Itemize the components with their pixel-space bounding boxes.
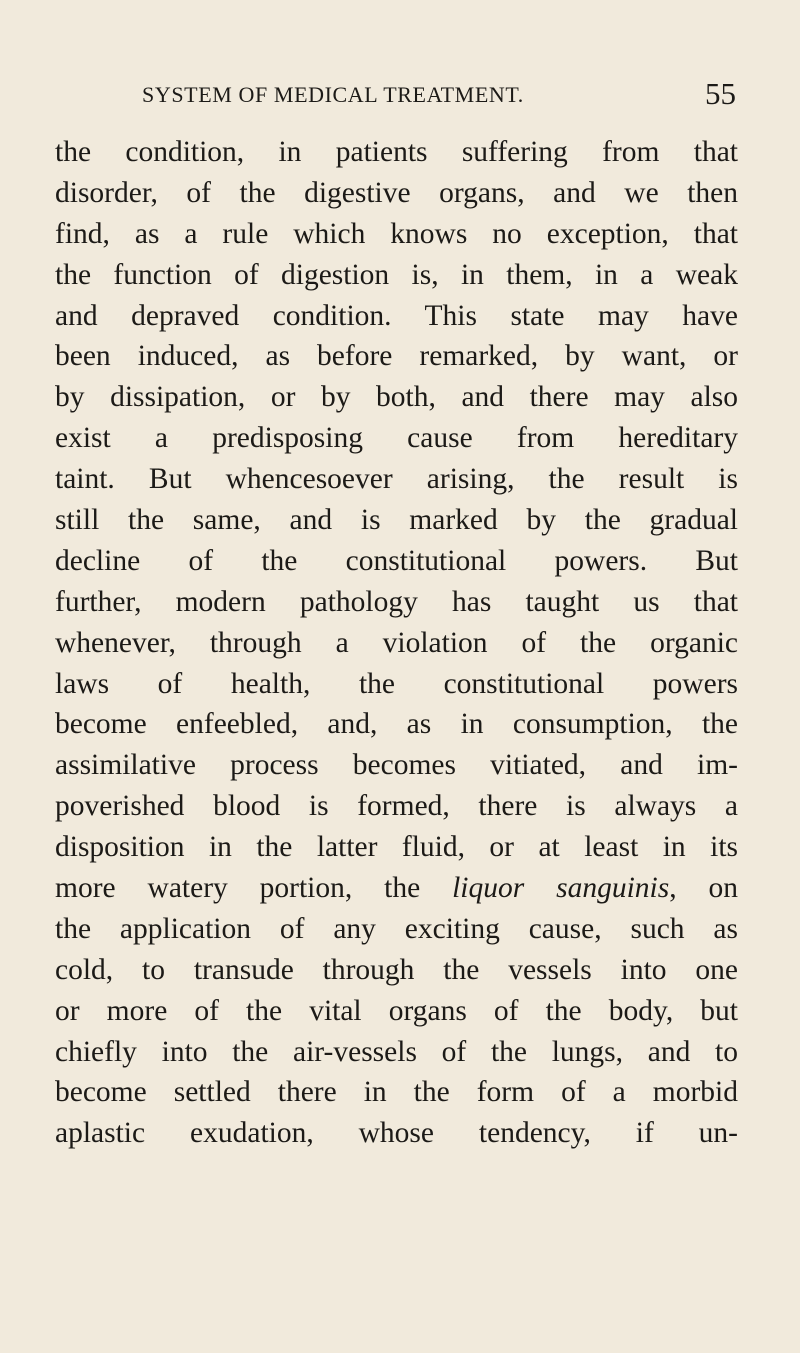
text-line: find, as a rule which knows no exception, that	[55, 217, 738, 250]
running-head	[142, 76, 736, 116]
text-line-with-italic	[55, 868, 738, 909]
text-line: laws of health, the constitutional powers	[55, 667, 738, 700]
text-line: and depraved condition. This state may have	[55, 299, 738, 332]
text-line: further, modern pathology has taught us that	[55, 585, 738, 618]
text-segment: , on	[669, 872, 738, 905]
italic-phrase: liquor sanguinis	[452, 872, 670, 905]
text-line: by dissipation, or by both, and there may also	[55, 381, 738, 414]
text-line: disposition in the latter fluid, or at least in its	[55, 831, 738, 864]
text-line: disorder, of the digestive organs, and we then	[55, 176, 738, 209]
text-line: decline of the constitutional powers. But	[55, 544, 738, 577]
body-text	[55, 132, 738, 1154]
page-number: 55	[705, 76, 736, 111]
text-line: the function of digestion is, in them, in a weak	[55, 258, 738, 291]
text-line: been induced, as before remarked, by want, or	[55, 340, 738, 373]
text-line: become enfeebled, and, as in consumption, the	[55, 708, 738, 741]
text-line: the application of any exciting cause, such as	[55, 912, 738, 945]
running-title: SYSTEM OF MEDICAL TREATMENT.	[142, 82, 524, 107]
text-line: or more of the vital organs of the body, but	[55, 994, 738, 1027]
text-segment: more watery portion, the	[55, 872, 453, 905]
text-line: aplastic exudation, whose tendency, if un-	[55, 1117, 738, 1150]
text-line: whenever, through a violation of the organic	[55, 626, 738, 659]
text-line: become settled there in the form of a morbid	[55, 1076, 738, 1109]
text-line: still the same, and is marked by the gradual	[55, 504, 738, 537]
text-line: taint. But whencesoever arising, the result is	[55, 463, 738, 496]
text-line: cold, to transude through the vessels into one	[55, 953, 738, 986]
text-line: chiefly into the air-vessels of the lungs, and to	[55, 1035, 738, 1068]
text-line: poverished blood is formed, there is always a	[55, 790, 738, 823]
text-line: assimilative process becomes vitiated, and im-	[55, 749, 738, 782]
text-line: exist a predisposing cause from hereditary	[55, 422, 738, 455]
text-line: the condition, in patients suffering from that	[55, 136, 738, 168]
